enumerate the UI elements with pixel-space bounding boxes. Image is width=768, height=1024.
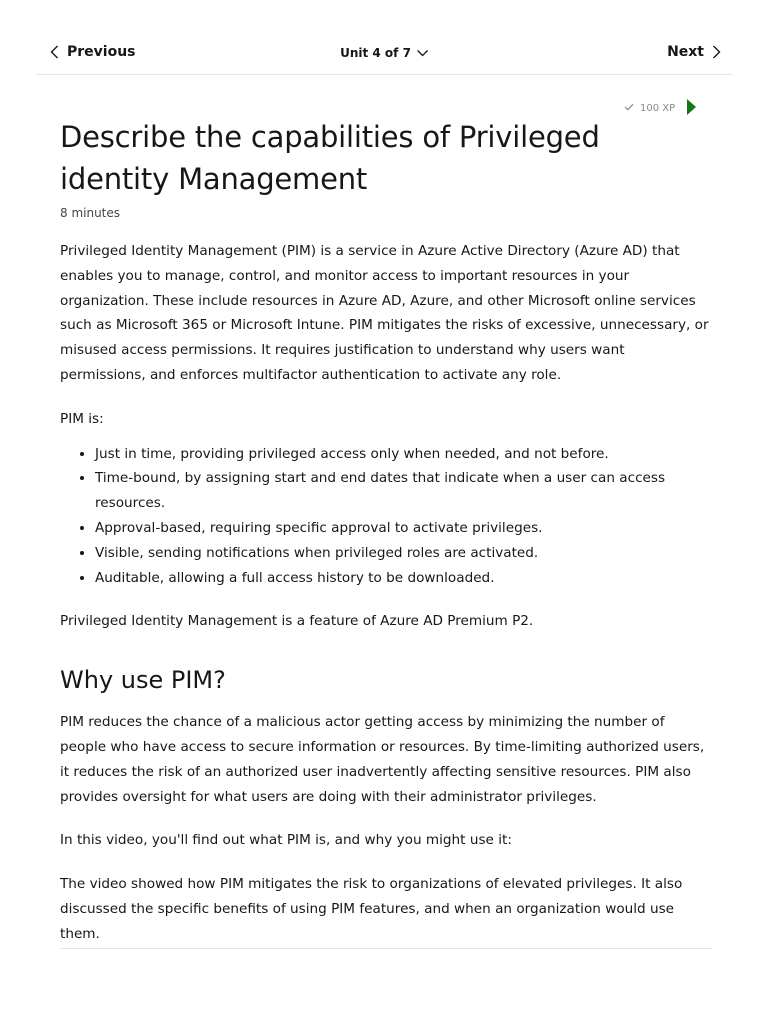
list-item: • Visible, sending notifications when privileged roles are activated. [95, 541, 712, 566]
next-button-label: Next [667, 44, 704, 60]
xp-label: 100 XP [640, 103, 676, 114]
why-use-pim-paragraph: PIM reduces the chance of a malicious actor getting access by minimizing the number of people who have access to secure information or resources. By time-limiting authorized users, it reduces the risk of an authorized user inadvertently affecting sensitive resources. PIM also provides oversight for what users are doing with their administrator privileges. [60, 714, 705, 805]
chevron-right-icon [712, 45, 721, 59]
video-summary-paragraph: The video showed how PIM mitigates the risk to organizations of elevated privileges. It also discussed the specific benefits of using PIM features, and when an organization would use them. [60, 876, 683, 942]
unit-navigation-bar [36, 38, 733, 75]
list-item: • Just in time, providing privileged access only when needed, and not before. [95, 442, 712, 467]
check-icon [624, 103, 634, 114]
list-item: • Approval-based, requiring specific approval to activate privileges. [95, 516, 712, 541]
pim-features-list [60, 442, 712, 591]
article-content [60, 116, 712, 947]
previous-button-label: Previous [67, 44, 136, 60]
page-title: Describe the capabilities of Privileged identity Management [60, 120, 600, 196]
chevron-left-icon [50, 45, 59, 59]
previous-button[interactable] [50, 44, 136, 60]
video-intro-paragraph: In this video, you'll find out what PIM is, and why you might use it: [60, 832, 512, 849]
intro-paragraph: Privileged Identity Management (PIM) is a service in Azure Active Directory (Azure AD) that enables you to manage, control, and monitor access to important resources in your organization. These include resources in Azure AD, Azure, and other Microsoft online services such as Microsoft 365 or Microsoft Intune. PIM mitigates the risks of excessive, unnecessary, or misused access permissions. It requires justification to understand why users want permissions, and enforces multifactor authentication to activate any role. [60, 243, 709, 383]
list-item: • Auditable, allowing a full access history to be downloaded. [95, 566, 712, 591]
list-item: • Time-bound, by assigning start and end dates that indicate when a user can access resources. [95, 466, 712, 516]
chevron-down-icon [417, 49, 429, 57]
unit-selector[interactable] [340, 46, 429, 60]
pim-is-paragraph: PIM is: [60, 410, 104, 427]
premium-note-paragraph: Privileged Identity Management is a feature of Azure AD Premium P2. [60, 613, 534, 630]
why-use-pim-heading: Why use PIM? [60, 666, 226, 695]
next-button[interactable] [667, 44, 721, 60]
content-divider [60, 948, 712, 949]
duration-label: 8 minutes [60, 206, 121, 220]
unit-selector-label: Unit 4 of 7 [340, 46, 411, 60]
